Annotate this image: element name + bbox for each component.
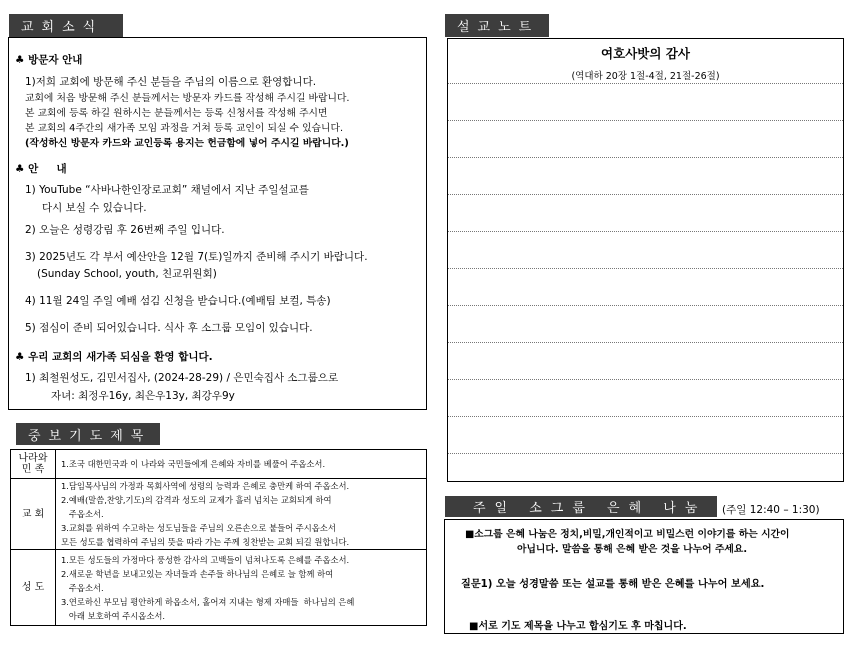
visitor-line: 1)저희 교회에 방문해 주신 분들을 주님의 이름으로 환영합니다. — [25, 76, 317, 88]
prayer-content: 1.담임목사님의 가정과 목회사역에 성령의 능력과 은혜로 충만케 하여 주옵소서. 2.예배(말씀,찬양,기도)의 감격과 성도의 교제가 흘러 넘치는 교회되게 하여 주옵소서. 3.교회를 위하여 수고하는 성도님들을 주님의 오른손으로 붙들어 주시옵소서 모든 성도를 협력하여 주님의 뜻을 따라 가는 주께 칭찬받는 교회 되길 원합니다. — [56, 479, 427, 550]
sermon-note-box — [447, 38, 844, 482]
visitor-line: 교회에 처음 방문해 주신 분들께서는 방문자 카드를 작성해 주시길 바랍니다. — [25, 93, 350, 104]
notice-item: (Sunday School, youth, 친교위원회) — [37, 268, 217, 280]
sermon-note-tab: 설교노트 — [445, 14, 549, 37]
small-group-tab: 주일 소그룹 은혜 나눔 — [445, 496, 717, 517]
visitor-heading: ♣ 방문자 안내 — [15, 54, 83, 66]
welcome-line: 1) 최철원성도, 김민서집사, (2024-28-29) / 은민숙집사 소그룹으로 — [25, 372, 339, 384]
visitor-line: 본 교회에 등록 하길 원하시는 분들께서는 등록 신청서를 작성해 주시면 — [25, 108, 328, 119]
note-line — [448, 83, 843, 84]
notice-item: 다시 보실 수 있습니다. — [42, 202, 147, 214]
notice-item: 3) 2025년도 각 부서 예산안을 12월 7(토)일까지 준비해 주시기 바랍니다. — [25, 251, 368, 263]
notice-heading: ♣ 안 내 — [15, 163, 67, 175]
prayer-content: 1.모든 성도들의 가정마다 풍성한 감사의 고백들이 넘쳐나도록 은혜를 주옵소서. 2.새로운 학년을 보내고있는 자녀들과 손주들 하나님의 은혜로 늘 함께 하여 주옵소서. 3.연로하신 부모님 평안하게 하옵소서, 홀어져 지내는 형제 자매들 하나님의 은혜 아래 보호하여 주시옵소서. — [56, 550, 427, 626]
small-group-intro: ■소그룹 은혜 나눔은 정치,비밀,개인적이고 비밀스런 이야기를 하는 시간이 — [465, 529, 790, 540]
sermon-title: 여호사밧의 감사 — [601, 46, 690, 61]
welcome-heading: ♣ 우리 교회의 새가족 되심을 환영 합니다. — [15, 351, 213, 363]
note-line — [448, 231, 843, 232]
church-news-box — [8, 37, 427, 410]
note-line — [448, 268, 843, 269]
small-group-box — [444, 519, 844, 634]
small-group-intro: 아닙니다. 말씀을 통해 은혜 받은 것을 나누어 주세요. — [517, 544, 748, 555]
note-line — [448, 416, 843, 417]
notice-item: 4) 11월 24일 주일 예배 섬김 신청을 받습니다.(예배팀 보컬, 특송) — [25, 295, 331, 307]
note-line — [448, 453, 843, 454]
prayer-tab: 중보기도제목 — [16, 423, 160, 445]
prayer-table — [10, 449, 427, 626]
small-group-time: (주일 12:40 – 1:30) — [722, 504, 820, 516]
note-line — [448, 379, 843, 380]
prayer-category: 나라와 민 족 — [11, 450, 56, 479]
prayer-content: 1.조국 대한민국과 이 나라와 국민들에게 은혜와 자비를 베풀어 주옵소서. — [56, 450, 427, 479]
note-line — [448, 120, 843, 121]
prayer-category: 성 도 — [11, 550, 56, 626]
note-line — [448, 305, 843, 306]
note-line — [448, 342, 843, 343]
note-line — [448, 157, 843, 158]
small-group-question: 질문1) 오늘 성경말씀 또는 설교를 통해 받은 은혜를 나누어 보세요. — [461, 579, 765, 590]
visitor-line: (작성하신 방문자 카드와 교인등록 용지는 헌금함에 넣어 주시길 바랍니다.) — [25, 138, 349, 149]
note-line — [448, 194, 843, 195]
sermon-reference: (역대하 20장 1절-4절, 21절-26절) — [571, 71, 720, 82]
church-news-tab: 교회소식 — [9, 14, 123, 37]
prayer-category: 교 회 — [11, 479, 56, 550]
notice-item: 5) 점심이 준비 되어있습니다. 식사 후 소그룹 모임이 있습니다. — [25, 322, 313, 334]
small-group-closing: ■서로 기도 제목을 나누고 합심기도 후 마칩니다. — [469, 621, 687, 632]
visitor-line: 본 교회의 4주간의 새가족 모임 과정을 거쳐 등록 교인이 되실 수 있습니다. — [25, 123, 344, 134]
notice-item: 2) 오늘은 성령강림 후 26번째 주일 입니다. — [25, 224, 225, 236]
prayer-row-members — [11, 550, 427, 626]
welcome-line: 자녀: 최정우16y, 최은우13y, 최강우9y — [51, 390, 235, 402]
notice-item: 1) YouTube “사바나한인장로교회” 채널에서 지난 주일설교를 — [25, 184, 309, 196]
prayer-row-church — [11, 479, 427, 550]
prayer-row-nation — [11, 450, 427, 479]
